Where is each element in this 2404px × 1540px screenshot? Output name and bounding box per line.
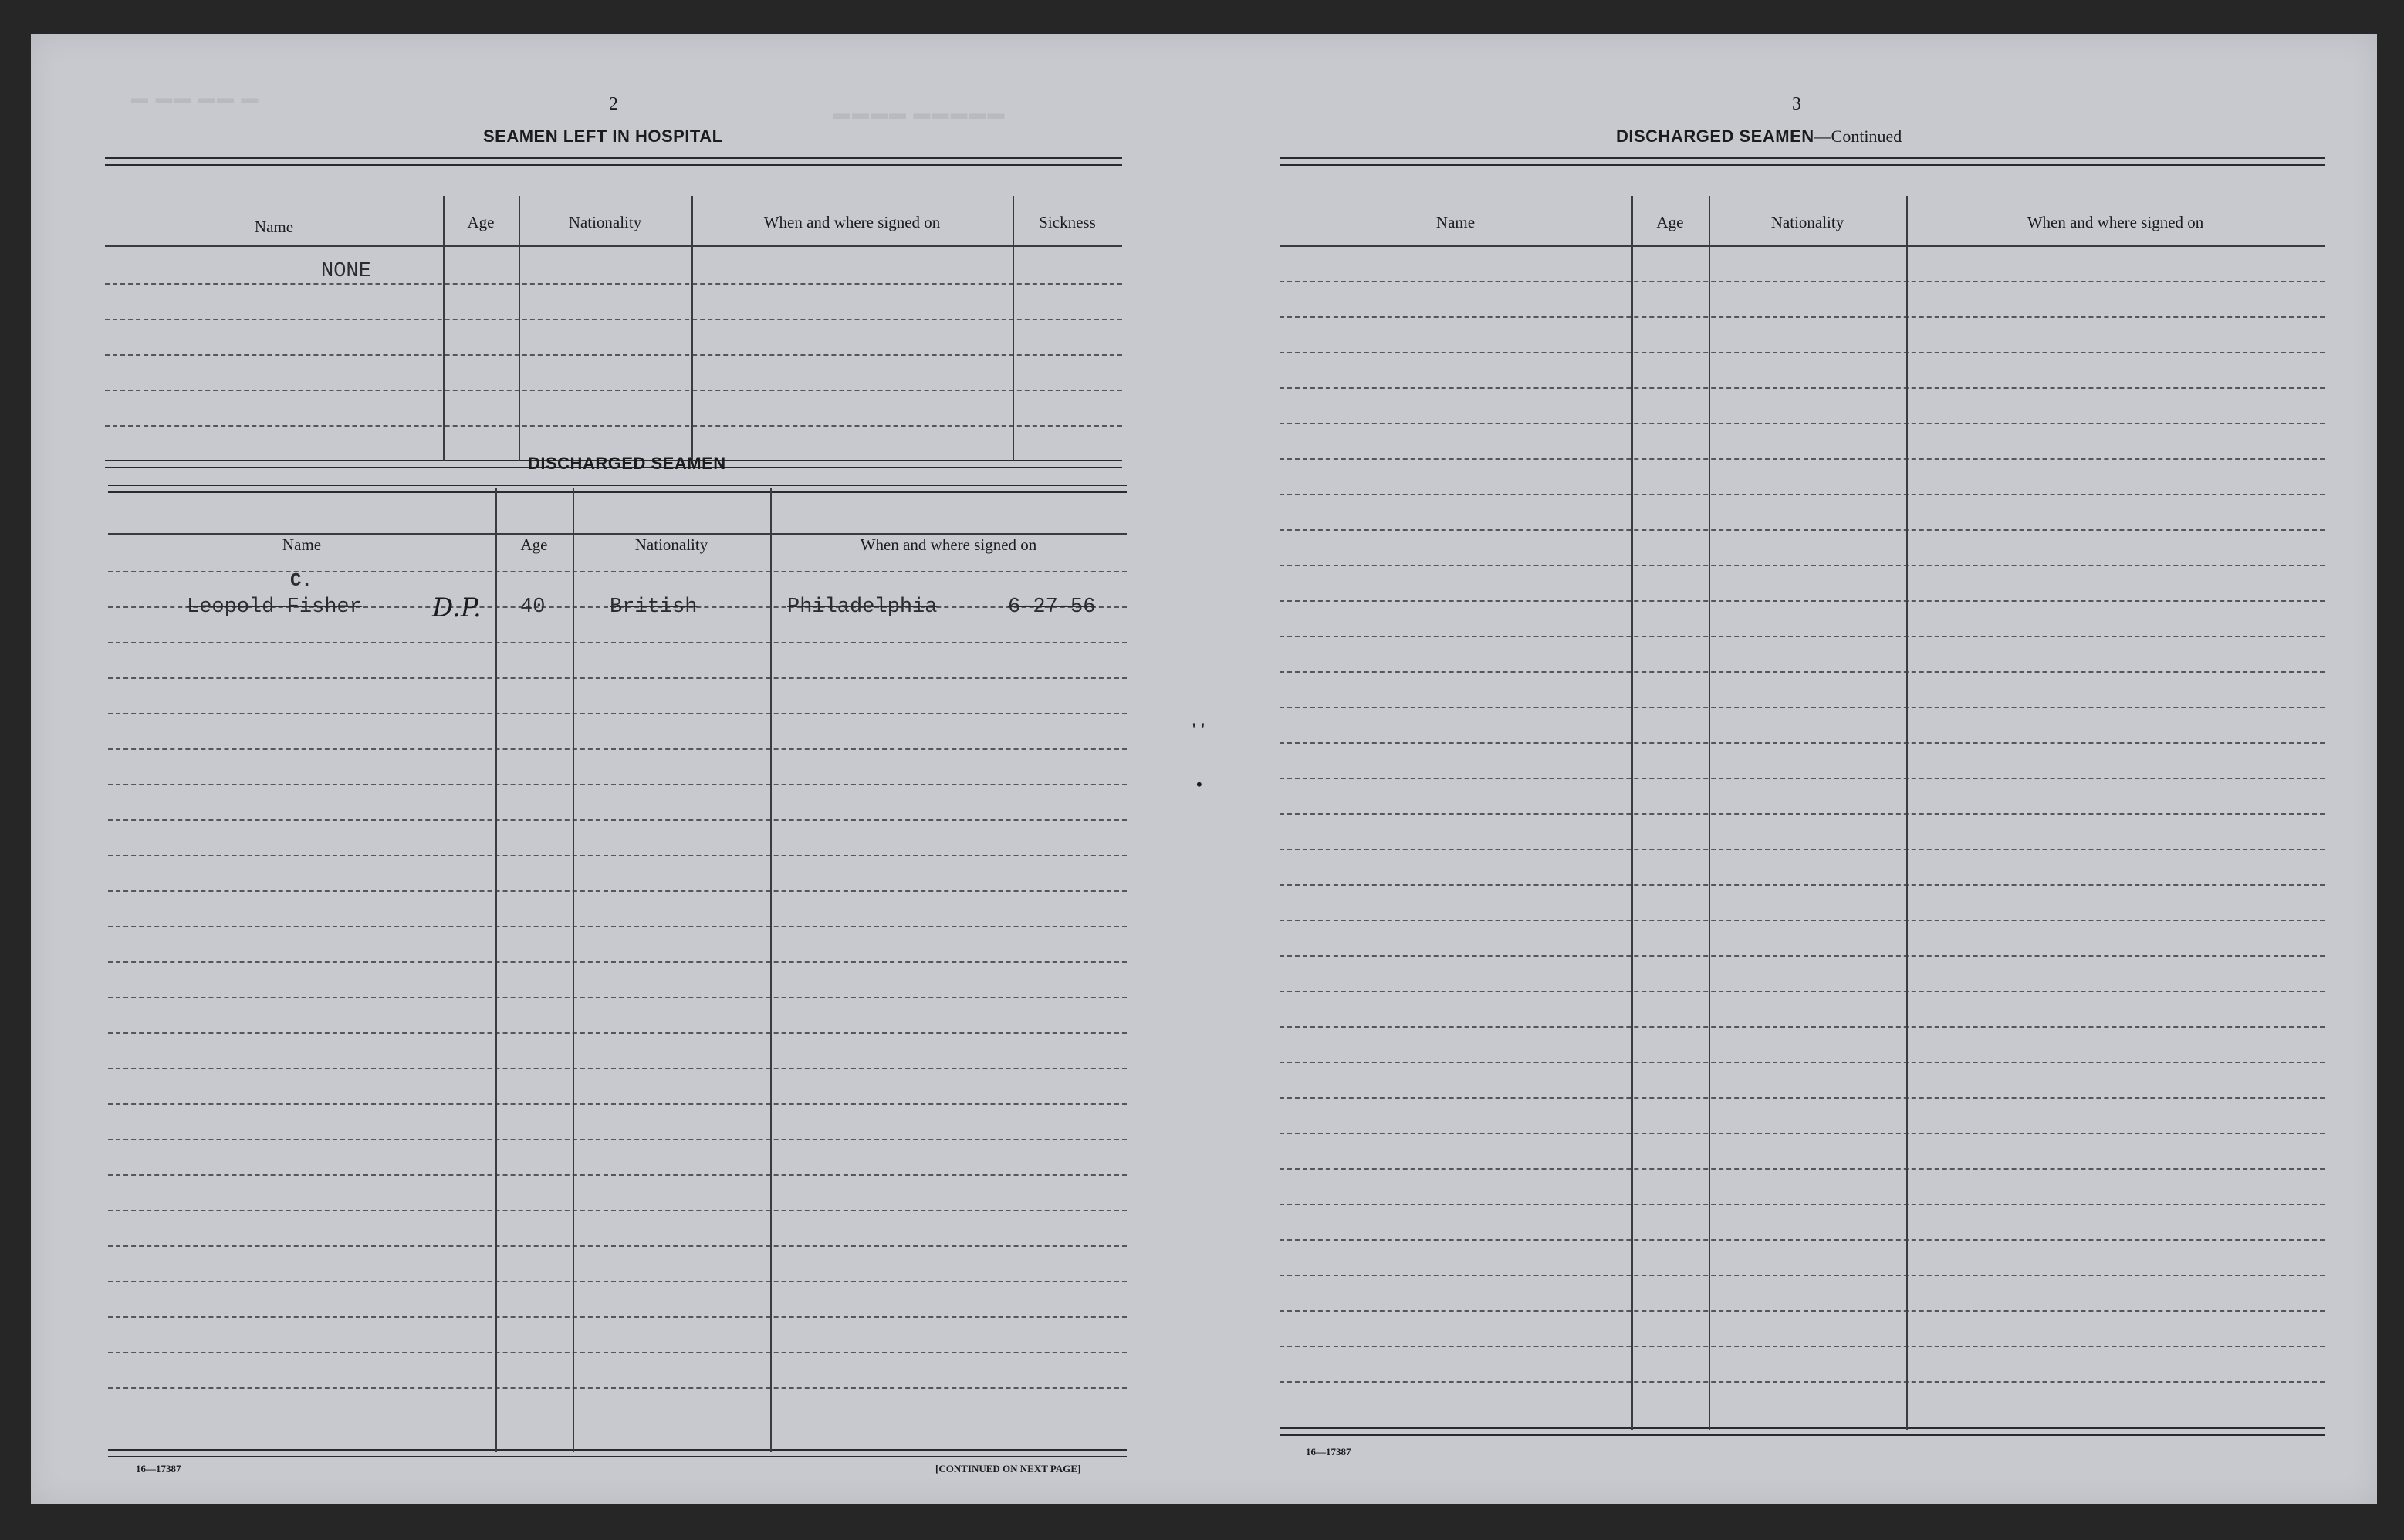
form-number-left: 16—17387	[136, 1463, 181, 1474]
col-header-age: Age	[520, 535, 548, 554]
discharged-section-title: DISCHARGED SEAMEN	[528, 454, 726, 473]
col-header-signed-on: When and where signed on	[2027, 213, 2204, 231]
bleed-through-text: ▬ ▬▬ ▬▬ ▬	[131, 88, 260, 107]
col-header-age: Age	[467, 213, 495, 231]
hospital-table	[105, 157, 1122, 468]
form-number-right: 16—17387	[1306, 1446, 1351, 1457]
seaman-nationality: British	[610, 596, 698, 619]
binding-mark: ' '	[1192, 719, 1205, 738]
col-header-nationality: Nationality	[568, 213, 642, 231]
col-header-nationality: Nationality	[1770, 213, 1844, 231]
page-number-left: 2	[609, 94, 618, 114]
discharged-table-right	[1280, 157, 2325, 1438]
col-header-name: Name	[1435, 213, 1476, 231]
binding-mark: •	[1196, 775, 1202, 794]
discharged-continued-main: DISCHARGED SEAMEN	[1616, 127, 1814, 146]
col-header-signed-on: When and where signed on	[763, 213, 941, 231]
col-header-age: Age	[1656, 213, 1684, 231]
signed-on-date: 6-27-56	[1008, 596, 1096, 619]
col-header-nationality: Nationality	[634, 535, 708, 554]
hospital-entry-none: NONE	[321, 260, 371, 283]
seaman-name: Leopold Fisher	[187, 596, 362, 619]
signed-on-place: Philadelphia	[787, 596, 938, 619]
document-sheet	[31, 34, 2377, 1504]
discharged-table-left	[108, 485, 1127, 1458]
discharged-continued-title	[1616, 127, 1902, 147]
seaman-age: 40	[520, 596, 546, 619]
col-header-sickness: Sickness	[1039, 213, 1096, 231]
bleed-through-text: ▬▬▬▬ ▬▬▬▬▬	[833, 103, 1006, 123]
page-number-right: 3	[1792, 94, 1801, 114]
col-header-signed-on: When and where signed on	[860, 535, 1037, 554]
continued-suffix: —Continued	[1814, 127, 1902, 146]
hospital-section-title: SEAMEN LEFT IN HOSPITAL	[483, 127, 723, 146]
continued-note: [CONTINUED ON NEXT PAGE]	[935, 1463, 1081, 1474]
handwritten-mark: D.P.	[432, 593, 482, 623]
col-header-name: Name	[254, 218, 294, 236]
col-header-name: Name	[282, 535, 322, 554]
name-correction: C.	[290, 571, 313, 592]
